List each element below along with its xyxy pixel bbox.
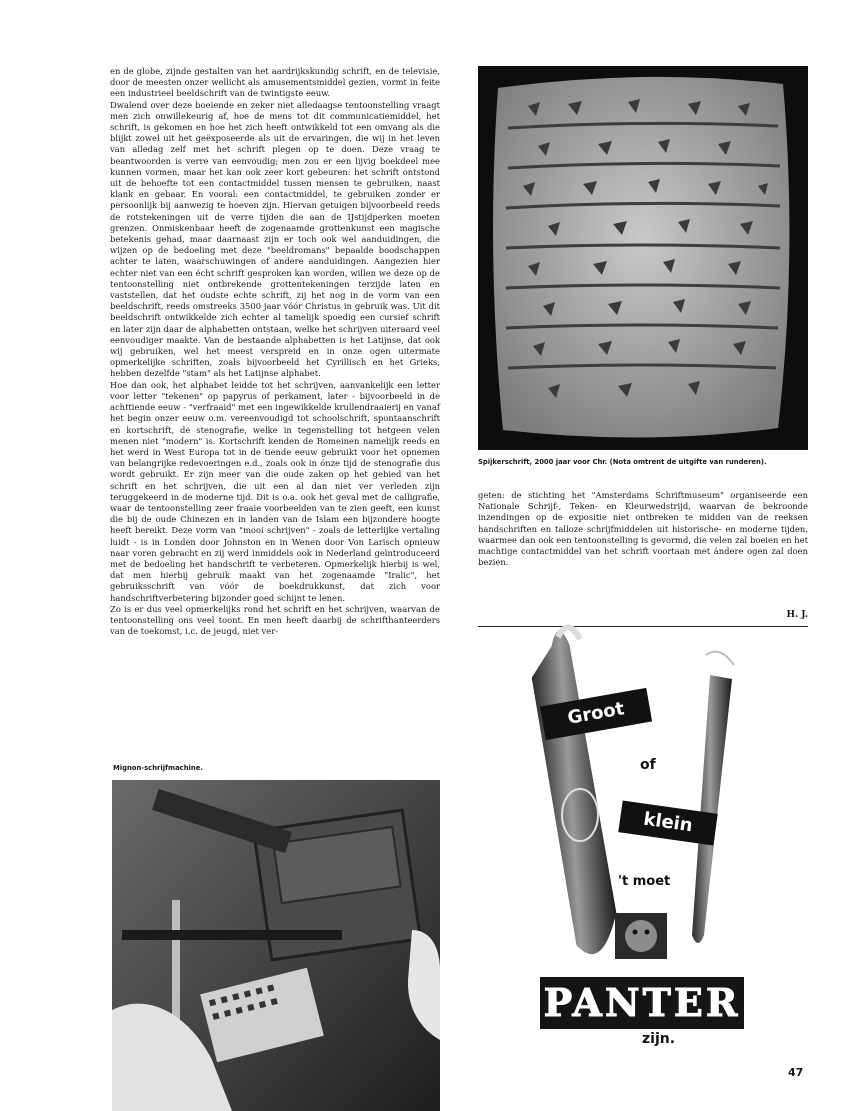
typewriter-photo: [112, 780, 440, 1111]
article-paragraph: Dwalend over deze boeiende en zeker niet alledaagse tentoonstelling vraagt men zich onwillekeurig af, hoe de mens tot dit communicatiemiddel, het schrift, is gekomen en hoe het zich heeft ontwikkeld tot een omvang als die blijkt zowel uit het geëxposeerde als uit de ervaringen, die wij in het leven van alledag zelf met het schrift plegen op te doen. Deze vraag te beantwoorden is verre van eenvoudig; men zou er een lijvig boekdeel mee kunnen vormen, maar het kan ook zeer kort gebeuren: het schrift ontstond uit de behoefte tot een contactmiddel tussen mensen te gebruiken, naast klank en gebaar. En vooral: een contactmiddel, te gebruiken zonder er persoonlijk bij aanwezig te hoeven zijn. Hiervan getuigen bijvoorbeeld reeds de rotstekeningen uit de verre tijden die aan de IJstijdperken moeten grenzen. Onmiskenbaar heeft de zogenaamde grottenkunst een magische betekenis gehad, maar daarnaast zijn er toch ook wel aanduidingen, die wijzen op de bedoeling met deze "beeldromans" bepaalde boodschappen achter te laten, waarschuwingen of andere aanduidingen. Aangezien hier echter niet van een écht schrift gesproken kan worden, willen we deze op de tentoonstelling niet ontbrekende grottentekeningen terzijde laten en vaststellen, dat het oudste echte schrift, zij het nog in de vorm van een beeldschrift, reeds omstreeks 3500 jaar vóór Christus in gebruik was. Uit dit beeldschrift ontwikkelde zich echter al tamelijk spoedig een cursief schrift en later zijn daar de alphabetten ontstaan, welke het schrijven uiteraard veel eenvoudiger maakte. Van de bestaande alphabetten is het Latijnse, dat ook wij gebruiken, wel het meest verspreid en in onze ogen uitermate opmerkelijke schriften, zoals bijvoorbeeld het Cyrillisch en het Grieks, hebben dezelfde "stam" als het Latijnse alphabet.: [110, 99, 440, 379]
typewriter-illustration: [112, 780, 440, 1111]
typewriter-caption: Mignon-schrijfmachine.: [113, 764, 203, 772]
cuneiform-tablet-photo: [478, 66, 808, 450]
panter-advertisement: [520, 615, 760, 1055]
ad-word-zijn: zijn.: [642, 1031, 676, 1047]
article-left-column: [110, 66, 440, 637]
article-paragraph: geten: de stichting het "Amsterdams Schriftmuseum" organiseerde een Nationale Schrijf-, Teken- en Kleurwedstrijd, waarvan de bekroonde inzendingen op de expositie niet ontbreken te midden van de reeksen handschriften en talloze schrijfmiddelen uit historische- en moderne tijden, waarmee dan ook een tentoonstelling is gevormd, die velen zal boeien en het machtige contactmiddel van het schrift voortaan met ándere ogen zal doen bezien.: [478, 490, 808, 568]
ad-banner-klein: klein: [618, 800, 718, 845]
article-paragraph: Zo is er dus veel opmerkelijks rond het schrift en het schrijven, waarvan de tentoonstelling ons veel toont. En men heeft daarbij de schrifthanteerders van de toekomst, i.c. de jeugd, niet ver-: [110, 603, 440, 637]
ad-word-moet: 't moet: [618, 874, 671, 889]
ad-word-of: of: [640, 757, 656, 773]
article-paragraph: Hoe dan ook, het alphabet leidde tot het schrijven, aanvankelijk een letter voor letter "tekenen" op papyrus of perkament, later - bijvoorbeeld in de achttiende eeuw - "verfraaid" met een ingewikkelde krullendraaierij en vanaf het begin onzer eeuw o.m. vereenvoudigd tot schoolschrift, spontaanschrift en kortschrift, de stenografie, welke in tegenstelling tot hetgeen velen menen niet "modern" is. Kortschrift kenden de Romeinen namelijk reeds en het werd in West Europa tot in de tiende eeuw gebruikt voor het opnemen van belangrijke redevoeringen e.d., zoals ook in ónze tijd de stenografie dus wordt gebruikt. Er zijn meer van die oude zaken op het gebied van het schrift en het schrijven, die uit een al dan niet ver verleden zijn teruggekeerd in de moderne tijd. Dit is o.a. ook het geval met de calligrafie, waar de tentoonstelling zeer fraaie voorbeelden van te zien geeft, een kunst die bij de oude Chinezen en in landen van de Islam een bijzondere hoogte heeft bereikt. Deze vorm van "mooi schrijven" - zoals de letterlijke vertaling luidt - is in Londen door Johnston en in Wenen door Von Larisch opnieuw naar voren gebracht en zij werd inmiddels ook in Nederland geïntroduceerd met de bedoeling het handschrift te verbeteren. Opmerkelijk hierbij is wel, dat men hierbij gebruik maakt van het zogenaamde "Iralic", het gebruiksschrift van vóór de boekdrukkunst, dat zich voor handschriftverbetering bijzonder goed schijnt te lenen.: [110, 379, 440, 603]
cuneiform-tablet-illustration: [478, 66, 808, 450]
page-number: 47: [788, 1066, 804, 1079]
tablet-caption: Spijkerschrift, 2000 jaar voor Chr. (Nota omtrent de uitgifte van runderen).: [478, 458, 767, 466]
ad-banner-groot: Groot: [540, 688, 652, 740]
article-paragraph: en de globe, zijnde gestalten van het aardrijkskundig schrift, en de televisie, door de meesten onzer wellicht als amusementsmiddel gezien, vormt in feite een industrieel beeldschrift van de twintigste eeuw.: [110, 66, 440, 99]
article-right-column: [478, 490, 808, 568]
panter-logo: PANTER: [540, 977, 744, 1029]
author-initials: H. J.: [786, 610, 808, 620]
